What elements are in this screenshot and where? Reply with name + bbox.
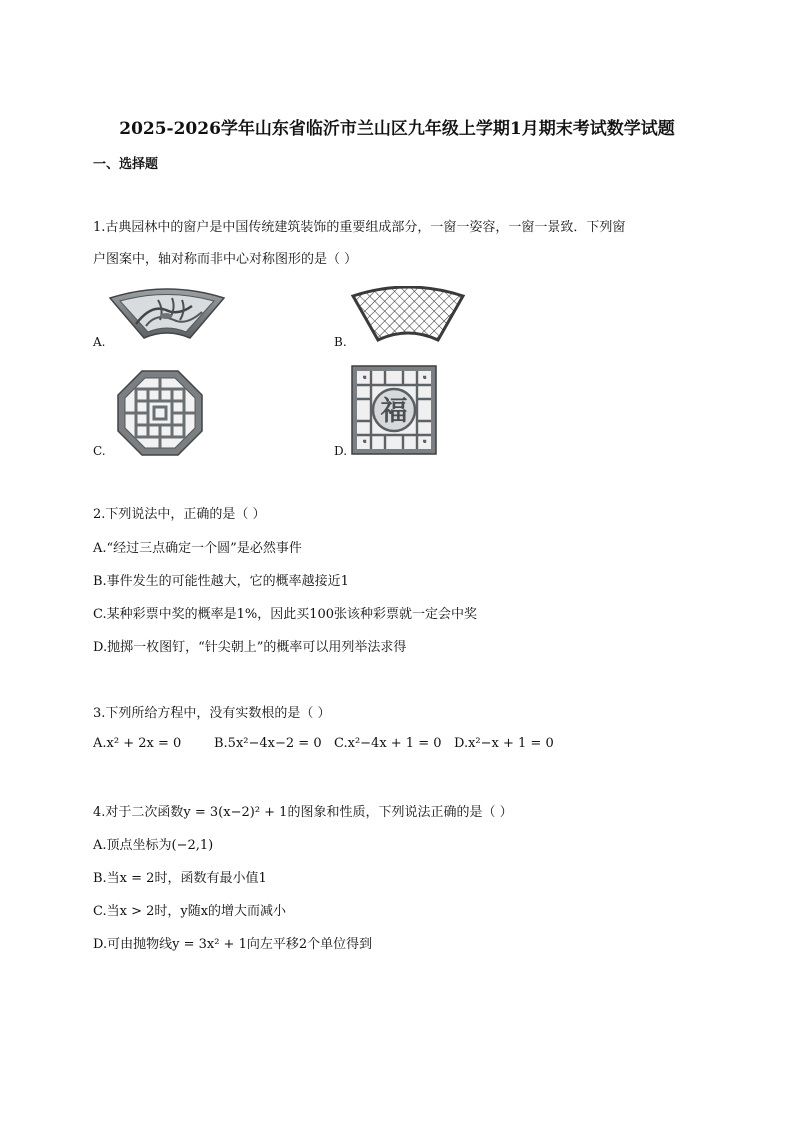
q3-option-a: A.x² + 2x = 0 [93,736,182,751]
window-fan-lattice-image [350,286,466,344]
q2-option-d: D.抛掷一枚图钉，“针尖朝上”的概率可以用列举法求得 [93,640,407,655]
q2-option-a: A.“经过三点确定一个圆”是必然事件 [93,541,302,556]
q4-option-a: A.顶点坐标为(−2,1) [93,838,214,853]
window-fan-orchid-image [106,286,228,342]
fu-character: 福 [380,396,408,427]
q1-option-d-label: D. [334,444,348,458]
q2-option-b: B.事件发生的可能性越大，它的概率越接近1 [93,574,349,589]
q4-stem: 4.对于二次函数y = 3(x−2)² + 1的图象和性质，下列说法正确的是（ ） [93,805,513,820]
q3-option-d: D.x²−x + 1 = 0 [454,736,554,751]
section-heading: 一、选择题 [93,157,159,172]
q2-option-c: C.某种彩票中奖的概率是1%，因此买100张该种彩票就一定会中奖 [93,607,478,622]
q1-option-a-label: A. [93,335,106,349]
q4-option-b: B.当x = 2时，函数有最小值1 [93,871,267,886]
window-square-fu-image [351,365,437,455]
q4-option-c: C.当x > 2时，y随x的增大而减小 [93,904,287,919]
q2-stem: 2.下列说法中，正确的是（ ） [93,507,266,522]
page-title: 2025-2026学年山东省临沂市兰山区九年级上学期1月期末考试数学试题 [119,119,675,139]
q1-stem-line1: 1.古典园林中的窗户是中国传统建筑装饰的重要组成部分，一窗一姿容，一窗一景致．下列窗 [93,220,626,235]
q4-option-d: D.可由抛物线y = 3x² + 1向左平移2个单位得到 [93,937,373,952]
q1-option-b-label: B. [334,335,347,349]
q3-stem: 3.下列所给方程中，没有实数根的是（ ） [93,706,331,721]
q3-option-b: B.5x²−4x−2 = 0 [214,736,322,751]
window-octagon-lattice-image [116,369,204,457]
q1-option-c-label: C. [93,444,106,458]
q3-option-c: C.x²−4x + 1 = 0 [334,736,442,751]
q1-stem-line2: 户图案中，轴对称而非中心对称图形的是（ ） [93,252,358,267]
